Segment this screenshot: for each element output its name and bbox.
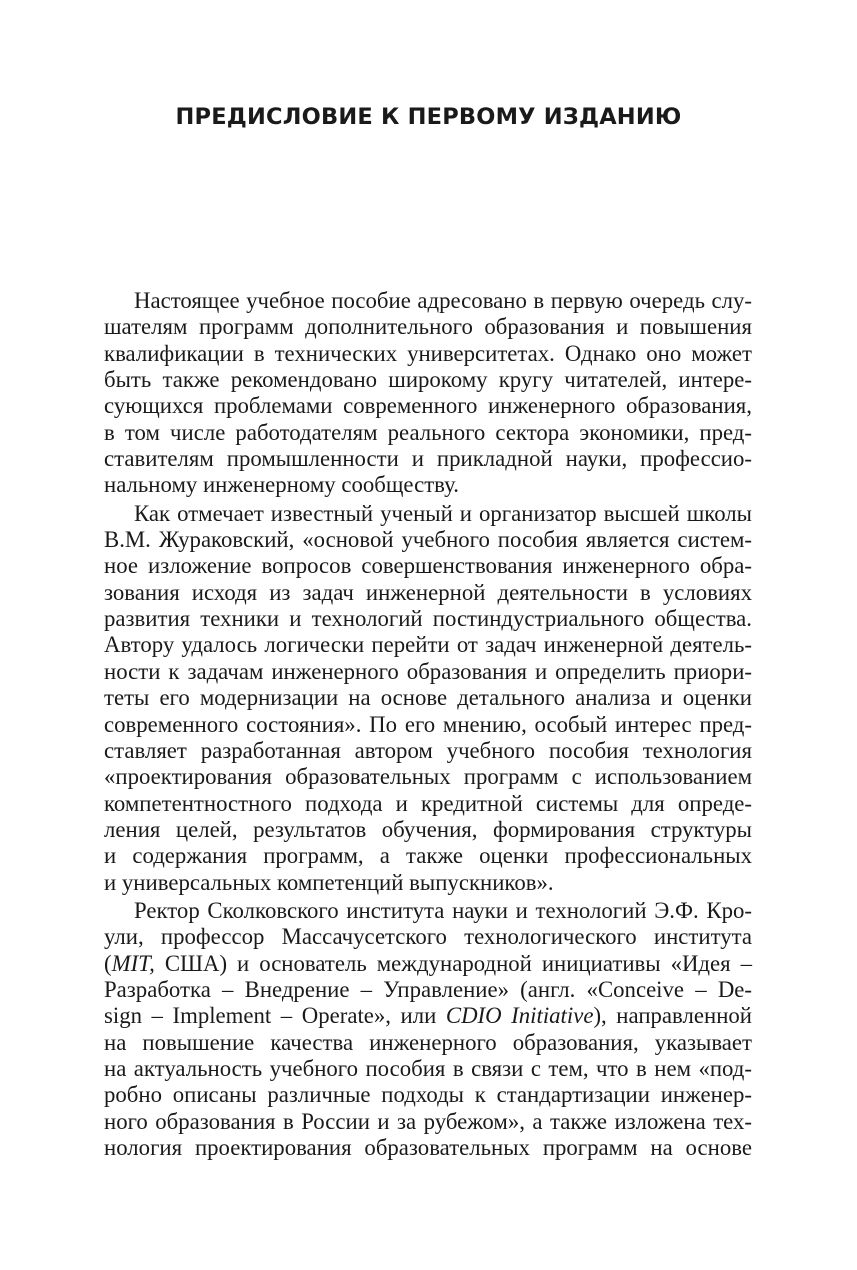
text-line: быть также рекомендовано широкому кругу читателей, интере- — [104, 367, 752, 393]
text-line — [104, 951, 752, 977]
text-line: ного образования в России и за рубежом», а также изложена тех- — [104, 1108, 752, 1134]
text-line: сующихся проблемами современного инженерного образования, — [104, 393, 752, 419]
text-line: ули, профессор Массачусетского технологического института — [104, 924, 752, 950]
paragraph-1 — [104, 288, 752, 499]
text-line: ставляет разработанная автором учебного пособия технология — [104, 737, 752, 763]
text-line: робно описаны различные подходы к стандартизации инженер- — [104, 1082, 752, 1108]
italic-term: MIT, — [111, 950, 155, 976]
text-line: Автору удалось логически перейти от задач инженерной деятель- — [104, 632, 752, 658]
text-line: ления целей, результатов обучения, формирования структуры — [104, 816, 752, 842]
text-line: и содержания программ, а также оценки профессиональных — [104, 843, 752, 869]
body-text — [104, 288, 752, 1161]
text-line: ное изложение вопросов совершенствования инженерного обра- — [104, 553, 752, 579]
text-line: теты его модернизации на основе детального анализа и оценки — [104, 685, 752, 711]
text-line: в том числе работодателям реального сектора экономики, пред- — [104, 419, 752, 445]
text-line: ставителям промышленности и прикладной науки, профессио- — [104, 446, 752, 472]
text-fragment: ), направленной — [593, 1003, 753, 1029]
text-line: развития техники и технологий постиндустриального общества. — [104, 606, 752, 632]
text-line: современного состояния». По его мнению, особый интерес пред- — [104, 711, 752, 737]
text-line: «проектирования образовательных программ с использованием — [104, 764, 752, 790]
text-line: шателям программ дополнительного образования и повышения — [104, 314, 752, 340]
italic-term: CDIO Initiative — [445, 1003, 594, 1029]
text-line: на актуальность учебного пособия в связи с тем, что в нем «под- — [104, 1055, 752, 1081]
text-line: Как отмечает известный ученый и организатор высшей школы — [134, 500, 752, 526]
text-fragment: США) и основатель международной инициативы «Идея – — [154, 950, 752, 976]
text-fragment: sign – Implement – Operate», или — [104, 1003, 446, 1029]
text-line: компетентностного подхода и кредитной системы для опреде- — [104, 790, 752, 816]
text-fragment: ( — [104, 950, 112, 976]
text-line: В.М. Жураковский, «основой учебного пособия является систем- — [104, 527, 752, 553]
text-line: квалификации в технических университетах. Однако оно может — [104, 340, 752, 366]
text-line: нальному инженерному сообществу. — [104, 472, 459, 498]
page-title: ПРЕДИСЛОВИЕ К ПЕРВОМУ ИЗДАНИЮ — [175, 104, 682, 130]
text-line: и универсальных компетенций выпускников». — [104, 869, 554, 895]
paragraph-2 — [104, 501, 752, 896]
text-line: на повышение качества инженерного образования, указывает — [104, 1029, 752, 1055]
text-line: Ректор Сколковского института науки и технологий Э.Ф. Кро- — [134, 897, 752, 923]
text-line: нология проектирования образовательных программ на основе — [104, 1135, 752, 1160]
text-line — [104, 1003, 752, 1029]
text-line: зования исходя из задач инженерной деятельности в условиях — [104, 579, 752, 605]
text-line: Разработка – Внедрение – Управление» (англ. «Conceive – De- — [104, 976, 752, 1002]
paragraph-3 — [104, 898, 752, 1161]
text-line: Настоящее учебное пособие адресовано в первую очередь слу- — [134, 288, 752, 313]
text-line: ности к задачам инженерного образования и определить приори- — [104, 658, 752, 684]
